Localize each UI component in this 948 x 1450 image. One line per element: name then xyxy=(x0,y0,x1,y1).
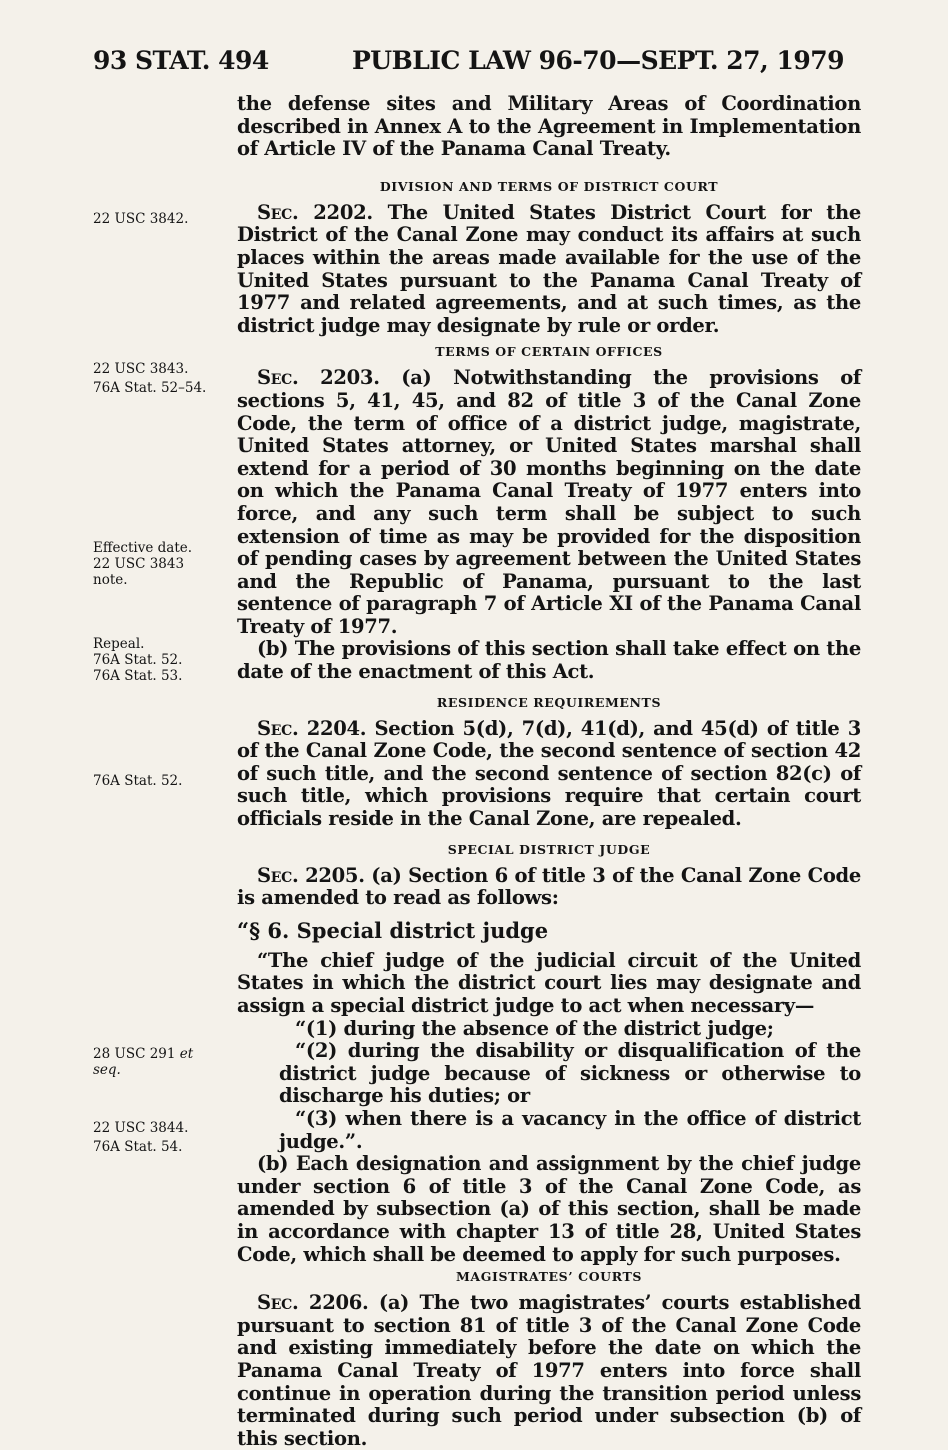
list-item: “(2) during the disability or disqualification of the district judge because of sickness or otherwise to discharge his duties; or xyxy=(279,1039,861,1108)
margin-note-line: Effective date. xyxy=(93,540,193,556)
margin-note-text: 28 USC 291 xyxy=(93,1046,176,1062)
margin-note-effective-date xyxy=(93,540,192,588)
margin-note-line xyxy=(93,1046,193,1062)
section-heading: TERMS OF CERTAIN OFFICES xyxy=(435,344,663,360)
section-heading: DIVISION AND TERMS OF DISTRICT COURT xyxy=(379,178,719,194)
margin-note-line: Repeal. xyxy=(93,636,145,652)
section-2204 xyxy=(237,718,861,831)
section-2203-b: (b) The provisions of this section shall take effect on the date of the enactment of this Act. xyxy=(237,637,861,684)
section-2205-b: (b) Each designation and assignment by the chief judge under section 6 of title 3 of the Canal Zone Code, as amended by subsection (a) of this section, shall be made in accordance with chapter 13 of title 28, United States Code, which shall be deemed to apply for such purposes. xyxy=(237,1152,861,1266)
intro-paragraph: the defense sites and Military Areas of Coordination described in Annex A to the Agreement in Implementation of Article IV of the Panama Canal Treaty. xyxy=(237,92,861,161)
section-text: 2205. (a) Section 6 of title 3 of the Canal Zone Code is amended to read as follows: xyxy=(237,863,861,910)
stat-page-number: 93 STAT. 494 xyxy=(93,46,269,75)
page-title: PUBLIC LAW 96-70—SEPT. 27, 1979 xyxy=(352,46,845,75)
list-item: “(1) during the absence of the district judge; xyxy=(295,1016,774,1040)
section-2205-a xyxy=(237,865,861,910)
margin-note-line: 22 USC 3843 xyxy=(93,556,185,572)
margin-note-line: 22 USC 3844. xyxy=(93,1120,189,1136)
margin-note-line: 76A Stat. 53. xyxy=(93,668,183,684)
margin-note-28-usc-291 xyxy=(93,1046,193,1078)
section-2202 xyxy=(237,202,861,338)
margin-note-line: note. xyxy=(93,572,128,588)
statute-body xyxy=(237,93,861,1450)
margin-note-usc-3844 xyxy=(93,1120,188,1155)
margin-note-repeal xyxy=(93,636,182,684)
section-text: 2203. (a) Notwithstanding the provisions of sections 5, 41, 45, and 82 of title 3 of the Canal Zone Code, the term of office of a district judge, magistrate, United States attorney, or United States marshal shall extend for a period of 30 months beginning on the date on which the Panama Canal Treaty of 1977 enters into force, and any such term shall be subject to such extension of time as may be provided for the disposition of pending cases by agreement between the United States and the Republic of Panama, pursuant to the last sentence of paragraph 7 of Article XI of the Panama Canal Treaty of 1977. xyxy=(237,366,861,638)
section-heading: MAGISTRATES’ COURTS xyxy=(456,1269,642,1285)
section-2203-a xyxy=(237,367,861,638)
section-label: Sec. xyxy=(257,1291,299,1315)
section-text: 2202. The United States District Court for the District of the Canal Zone may conduct its affairs at such places within the areas made available for the use of the United States pursuant to the Panama Canal Treaty of 1977 and related agreements, and at such times, as the district judge may designate by rule or order. xyxy=(237,200,861,337)
margin-note-line: 76A Stat. 54. xyxy=(93,1139,183,1155)
section-heading: RESIDENCE REQUIREMENTS xyxy=(436,694,662,710)
margin-note-italic: seq. xyxy=(93,1062,121,1078)
section-label: Sec. xyxy=(257,366,299,390)
section-text: 2206. (a) The two magistrates’ courts established pursuant to section 81 of title 3 of the Canal Zone Code and existing immediately before the date on which the Panama Canal Treaty of 1977 enters into force shall continue in operation during the transition period unless terminated during such period under subsection (b) of this section. xyxy=(237,1291,861,1450)
margin-note-line xyxy=(93,1062,193,1078)
section-6-title: “§ 6. Special district judge xyxy=(237,917,549,943)
section-heading: SPECIAL DISTRICT JUDGE xyxy=(447,841,651,857)
margin-note-italic: et xyxy=(179,1046,194,1062)
section-label: Sec. xyxy=(257,863,299,887)
section-6-body: “The chief judge of the judicial circuit of the United States in which the district court lies may designate and assign a special district judge to act when necessary— xyxy=(237,948,861,1017)
section-text: 2204. Section 5(d), 7(d), 41(d), and 45(d) of title 3 of the Canal Zone Code, the second sentence of section 42 of such title, and the second sentence of section 82(c) of such title, which provisions require that certain court officials reside in the Canal Zone, are repealed. xyxy=(237,716,861,831)
margin-note-line: 22 USC 3843. xyxy=(93,361,189,377)
margin-note-usc-3842: 22 USC 3842. xyxy=(93,211,189,227)
margin-note-usc-3843 xyxy=(93,361,206,396)
margin-note-76a-stat-52: 76A Stat. 52. xyxy=(93,773,183,789)
section-2206 xyxy=(237,1292,861,1450)
margin-note-line: 76A Stat. 52. xyxy=(93,652,183,668)
list-item: “(3) when there is a vacancy in the office of district judge.”. xyxy=(279,1106,861,1153)
section-label: Sec. xyxy=(257,200,299,224)
margin-note-line: 76A Stat. 52–54. xyxy=(93,380,207,396)
section-label: Sec. xyxy=(257,716,299,740)
